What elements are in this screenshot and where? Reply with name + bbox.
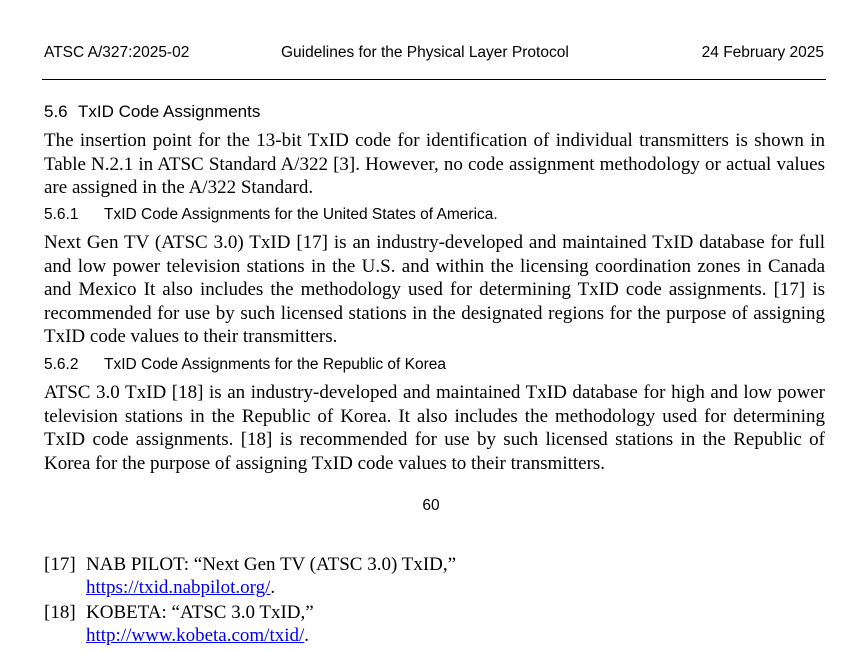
page-number: 60: [422, 497, 440, 514]
reference-link[interactable]: http://www.kobeta.com/txid/: [86, 625, 305, 646]
header-rule: [42, 79, 826, 80]
section-title: TxID Code Assignments: [78, 102, 261, 121]
subsection-heading-1: [44, 206, 498, 224]
reference-18: [44, 601, 314, 647]
subsection-number: 5.6.2: [44, 356, 79, 373]
section-number: 5.6: [44, 102, 68, 121]
subsection-number: 5.6.1: [44, 206, 79, 223]
subsection-title: TxID Code Assignments for the Republic of Korea: [104, 356, 447, 373]
subsection-body-1: Next Gen TV (ATSC 3.0) TxID [17] is an industry-developed and maintained TxID database for full and low power television stations in the U.S. and within the licensing coordination zones in Canada and Mexico It also includes the methodology used for determining TxID code assignments. [17] is recommended for use by such licensed stations in the designated regions for the purpose of assigning TxID code values to their transmitters.: [44, 232, 825, 347]
reference-text: KOBETA: “ATSC 3.0 TxID,”: [86, 602, 314, 623]
subsection-body-2: ATSC 3.0 TxID [18] is an industry-developed and maintained TxID database for high and low power television stations in the Republic of Korea. It also includes the methodology used for determining TxID code assignments. [18] is recommended for use by such licensed stations in the Republic of Korea for the purpose of assigning TxID code values to their transmitters.: [44, 382, 825, 474]
header-date: 24 February 2025: [701, 44, 824, 61]
section-heading: [44, 102, 260, 122]
subsection-title: TxID Code Assignments for the United States of America.: [104, 206, 498, 223]
reference-tag: [17]: [44, 554, 76, 575]
subsection-heading-2: [44, 356, 446, 374]
reference-17: [44, 553, 456, 599]
reference-trail: .: [304, 625, 310, 646]
reference-link[interactable]: https://txid.nabpilot.org/: [86, 577, 271, 598]
header-title: Guidelines for the Physical Layer Protocol: [281, 44, 569, 61]
reference-tag: [18]: [44, 602, 76, 623]
reference-text: NAB PILOT: “Next Gen TV (ATSC 3.0) TxID,”: [86, 554, 457, 575]
header-doc-id: ATSC A/327:2025-02: [44, 44, 190, 61]
section-body: The insertion point for the 13-bit TxID code for identification of individual transmitters is shown in Table N.2.1 in ATSC Standard A/322 [3]. However, no code assignment methodology or actual values are assigned in the A/322 Standard.: [44, 130, 825, 198]
reference-trail: .: [270, 577, 276, 598]
